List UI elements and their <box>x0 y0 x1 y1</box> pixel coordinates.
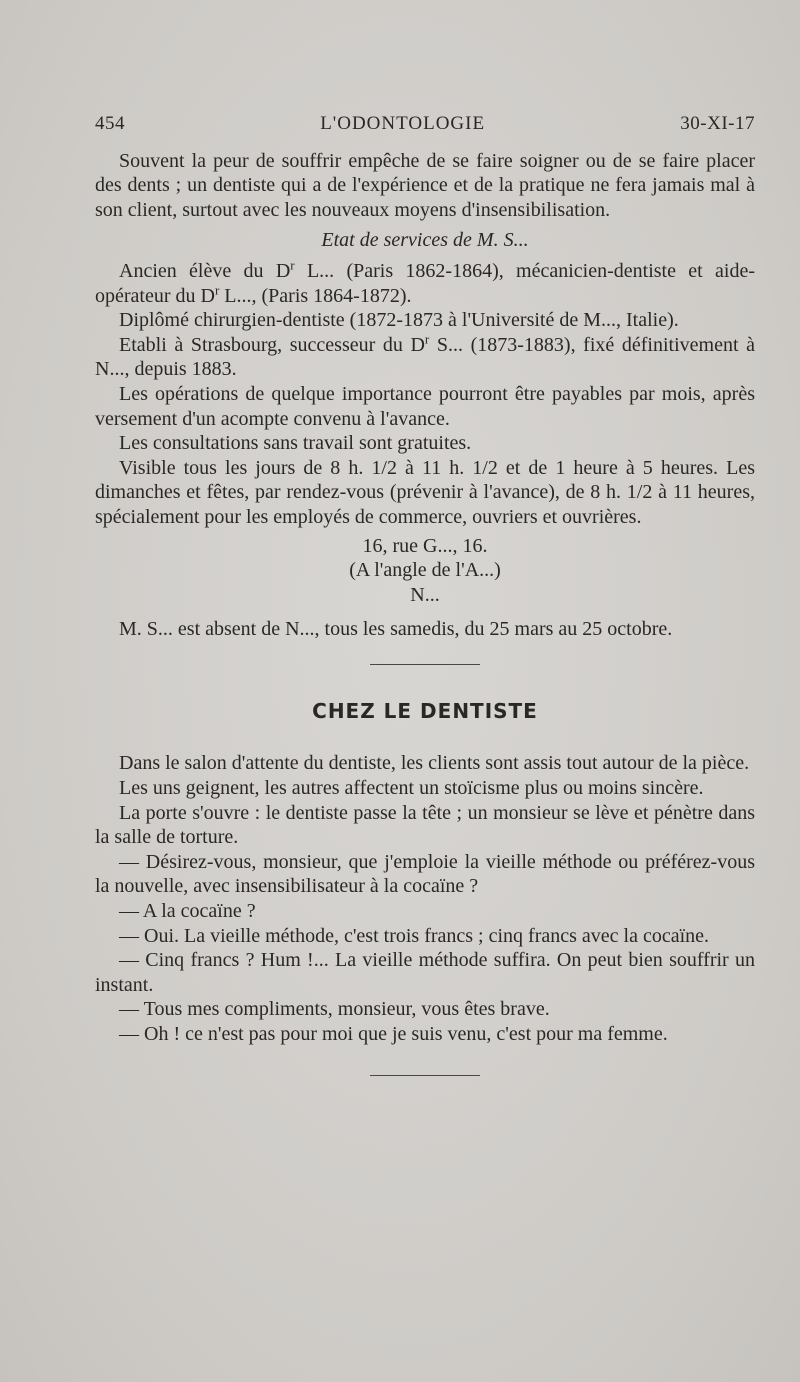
article-paragraph: — Tous mes compliments, monsieur, vous êtes brave. <box>119 998 550 1021</box>
page-content <box>95 112 755 1076</box>
article-heading: CHEZ LE DENTISTE <box>312 698 538 723</box>
consultations-paragraph: Les consultations sans travail sont gratuites. <box>119 432 472 455</box>
issue-date: 30-XI-17 <box>680 113 755 134</box>
journal-title: L'ODONTOLOGIE <box>320 113 486 134</box>
address-block <box>95 534 755 608</box>
article-paragraph: — Oui. La vieille méthode, c'est trois francs ; cinq francs avec la cocaïne. <box>119 924 710 947</box>
service-item-1: Ancien élève du $D^r$ L... (Paris 1862-1864), mécanicien-dentiste et aide-opérateur du $D^r$ L..., (Paris 1864-1872). <box>95 257 755 307</box>
hours-paragraph: Visible tous les jours de 8 h. 1/2 à 11 h. 1/2 et de 1 heure à 5 heures. Les dimanches et fêtes, par rendez-vous (prévenir à l'avance), de 8 h. 1/2 à 11 heures, spécialement pour les employés de commerce, ouvriers et ouvrières. <box>95 456 755 528</box>
services-title: Etat de services de M. S... <box>321 229 529 252</box>
address-line-1: 16, rue G..., 16. <box>362 534 488 557</box>
article-paragraph: Les uns geignent, les autres affectent un stoïcisme plus ou moins sincère. <box>119 777 704 800</box>
article-paragraph: — Désirez-vous, monsieur, que j'emploie la vieille méthode ou préférez-vous la nouvelle, avec insensibilisateur à la cocaïne ? <box>95 850 755 898</box>
service-item-3: Etabli à Strasbourg, successeur du $D^r$ S... (1873-1883), fixé définitivement à N..., depuis 1883. <box>95 331 755 381</box>
address-line-3: N... <box>410 583 440 606</box>
intro-paragraph: Souvent la peur de souffrir empêche de se faire soigner ou de se faire placer des dents ; un dentiste qui a de l'expérience et de la pratique ne fera jamais mal à son client, surtout avec les nouveaux moyens d'insensibilisation. <box>95 149 755 221</box>
page-number: 454 <box>95 113 125 134</box>
article-paragraph: Dans le salon d'attente du dentiste, les clients sont assis tout autour de la pièce. <box>119 752 750 775</box>
article-paragraph: — Cinq francs ? Hum !... La vieille méthode suffira. On peut bien souffrir un instant. <box>95 949 755 996</box>
running-head <box>95 112 755 137</box>
section-divider <box>370 664 480 665</box>
address-line-2: (A l'angle de l'A...) <box>349 559 501 582</box>
article-paragraph: — Oh ! ce n'est pas pour moi que je suis venu, c'est pour ma femme. <box>119 1023 668 1045</box>
absence-paragraph: M. S... est absent de N..., tous les samedis, du 25 mars au 25 octobre. <box>119 618 673 641</box>
article-paragraph: — A la cocaïne ? <box>119 900 256 923</box>
end-divider <box>370 1075 480 1076</box>
article-paragraph: La porte s'ouvre : le dentiste passe la tête ; un monsieur se lève et pénètre dans la salle de torture. <box>95 801 755 849</box>
payment-paragraph: Les opérations de quelque importance pourront être payables par mois, après versement d'un acompte convenu à l'avance. <box>95 382 755 430</box>
service-item-2: Diplômé chirurgien-dentiste (1872-1873 à l'Université de M..., Italie). <box>119 309 679 332</box>
